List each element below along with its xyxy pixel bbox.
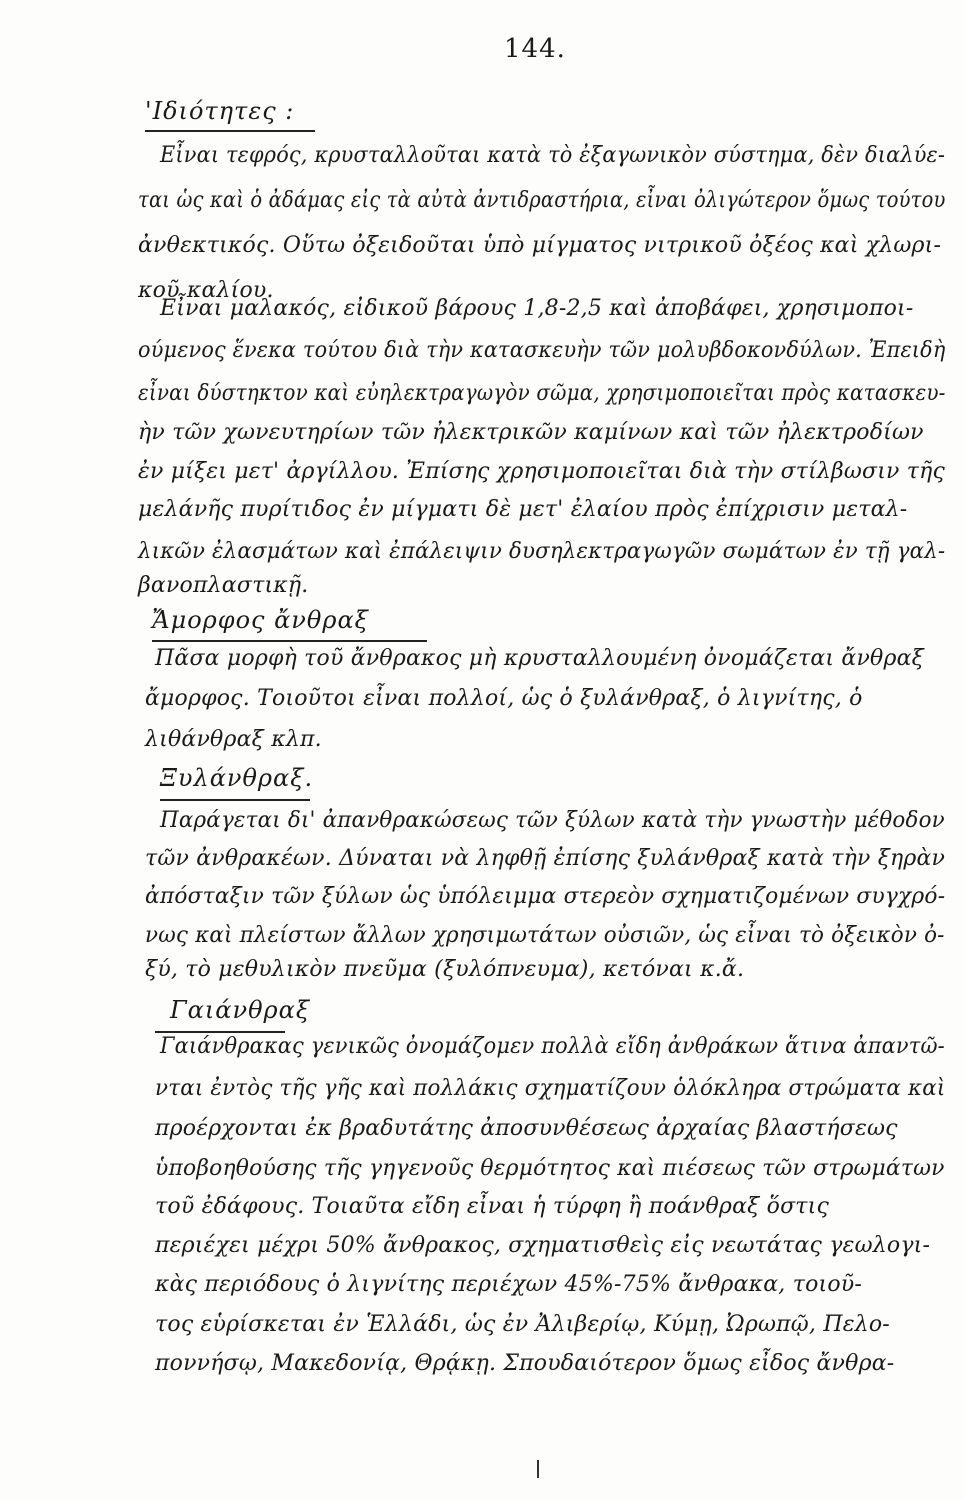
text-line: Πᾶσα μορφὴ τοῦ ἄνθρακος μὴ κρυσταλλουμένη ὀνομάζεται ἄνθραξ [155,646,924,671]
text-line: ἀπόσταξιν τῶν ξύλων ὡς ὑπόλειμμα στερεὸν σχηματιζομένων συγχρό- [145,884,946,909]
heading-underline [160,799,310,801]
section-heading-coal: Γαιάνθραξ [170,996,311,1024]
text-line: ται ὡς καὶ ὁ ἀδάμας εἰς τὰ αὐτὰ ἀντιδραστήρια, εἶναι ὀλιγώτερον ὅμως τούτου [138,188,946,213]
section-heading-properties: 'Ιδιότητες : [145,97,295,125]
text-line: ὴν τῶν χωνευτηρίων τῶν ἠλεκτρικῶν καμίνων καὶ τῶν ἠλεκτροδίων [138,420,924,445]
text-line: Παράγεται δι' ἀπανθρακώσεως τῶν ξύλων κατὰ τὴν γνωστὴν μέθοδον [160,808,945,833]
text-line: νως καὶ πλείστων ἄλλων χρησιμωτάτων οὐσιῶν, ὡς εἶναι τὸ ὀξεικὸν ὀ- [145,923,945,948]
text-line: μελάνῆς πυρίτιδος ἐν μίγματι δὲ μετ' ἐλαίου πρὸς ἐπίχρισιν μεταλ- [138,497,908,522]
heading-underline [145,130,315,132]
text-line: τῶν ἀνθρακέων. Δύναται νὰ ληφθῇ ἐπίσης ξυλάνθραξ κατὰ τὴν ξηρὰν [145,846,946,871]
text-line: ξύ, τὸ μεθυλικὸν πνεῦμα (ξυλόπνευμα), κετόναι κ.ἄ. [145,957,745,982]
text-line: κοῦ καλίου. [138,278,274,303]
text-line: νται ἐντὸς τῆς γῆς καὶ πολλάκις σχηματίζουν ὁλόκληρα στρώματα καὶ [155,1076,946,1101]
text-line: Γαιάνθρακας γενικῶς ὀνομάζομεν πολλὰ εἴδη ἀνθράκων ἅτινα ἀπαντῶ- [160,1034,945,1059]
text-line: ποννήσῳ, Μακεδονίᾳ, Θρᾴκῃ. Σπουδαιότερον ὅμως εἶδος ἄνθρα- [155,1351,895,1376]
text-line: Εἶναι τεφρός, κρυσταλλοῦται κατὰ τὸ ἐξαγωνικὸν σύστημα, δὲν διαλύε- [160,143,946,168]
text-line: προέρχονται ἐκ βραδυτάτης ἀποσυνθέσεως ἀρχαίας βλαστήσεως [155,1116,898,1141]
text-line: τος εὑρίσκεται ἐν Ἑλλάδι, ὡς ἐν Ἀλιβερίῳ, Κύμῃ, Ὠρωπῷ, Πελο- [155,1312,890,1337]
pen-mark [537,1460,539,1478]
text-line: τοῦ ἐδάφους. Τοιαῦτα εἴδη εἶναι ἡ τύρφη ἢ ποάνθραξ ὅστις [155,1194,830,1219]
text-line: βανοπλαστικῇ. [138,573,309,598]
text-line: εἶναι δύστηκτον καὶ εὐηλεκτραγωγὸν σῶμα, χρησιμοποιεῖται πρὸς κατασκευ- [138,381,946,406]
text-line: Εἶναι μαλακός, εἰδικοῦ βάρους 1,8-2,5 καὶ ἀποβάφει, χρησιμοποι- [160,296,914,321]
text-line: λιθάνθραξ κλπ. [145,727,322,752]
text-line: περιέχει μέχρι 50% ἄνθρακος, σχηματισθεὶς εἰς νεωτάτας γεωλογι- [155,1233,931,1258]
text-line: ούμενος ἕνεκα τούτου διὰ τὴν κατασκευὴν τῶν μολυβδοκονδύλων. Ἐπειδὴ [138,338,946,363]
section-heading-amorphous-carbon: Ἄμορφος ἄνθραξ [152,606,369,634]
text-line: ἄμορφος. Τοιοῦτοι εἶναι πολλοί, ὡς ὁ ξυλάνθραξ, ὁ λιγνίτης, ὁ [145,686,863,711]
heading-underline [155,1031,285,1033]
heading-underline [152,640,427,642]
text-line: ἐν μίξει μετ' ἀργίλλου. Ἐπίσης χρησιμοποιεῖται διὰ τὴν στίλβωσιν τῆς [138,459,945,484]
text-line: κὰς περιόδους ὁ λιγνίτης περιέχων 45%-75% ἄνθρακα, τοιοῦ- [155,1272,862,1297]
text-line: ἀνθεκτικός. Οὕτω ὀξειδοῦται ὑπὸ μίγματος νιτρικοῦ ὀξέος καὶ χλωρι- [138,233,942,258]
text-line: λικῶν ἐλασμάτων καὶ ἐπάλειψιν δυσηλεκτραγωγῶν σωμάτων ἐν τῇ γαλ- [138,539,946,564]
section-heading-charcoal: Ξυλάνθραξ. [160,764,314,792]
text-line: ὑποβοηθούσης τῆς γηγενοῦς θερμότητος καὶ πιέσεως τῶν στρωμάτων [155,1156,945,1181]
page-number: 144. [504,34,566,64]
